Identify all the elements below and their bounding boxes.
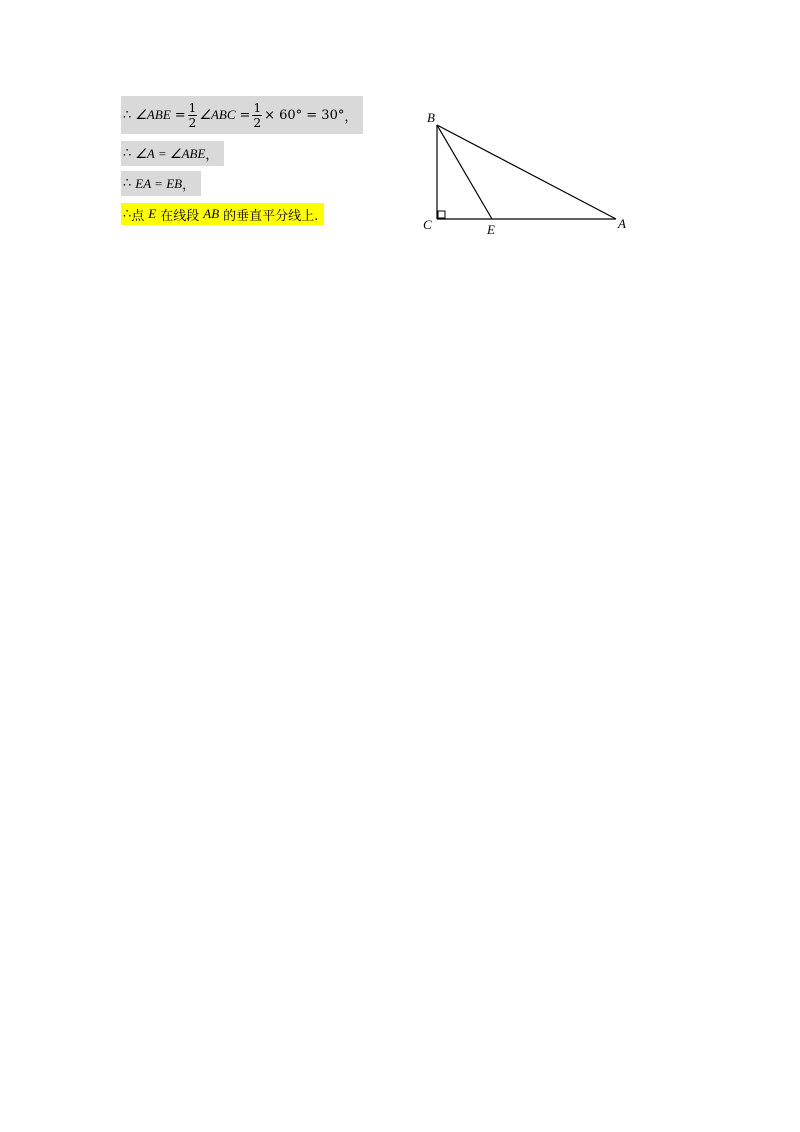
segment-equality-expression: EA = EB — [135, 175, 183, 191]
multiplication-expression: × 60° = 30° — [264, 107, 345, 123]
right-angle-mark — [438, 211, 445, 218]
therefore-symbol: ∴ — [123, 176, 132, 191]
conclusion-text-bisector: 的垂直平分线上. — [223, 208, 319, 224]
fraction-denominator: 2 — [253, 115, 262, 130]
punctuation: ， — [344, 109, 358, 125]
equals-sign: = — [174, 107, 186, 123]
label-c: C — [423, 217, 432, 232]
equals-sign: = — [239, 107, 251, 123]
label-b: B — [427, 110, 435, 125]
conclusion-text-point: 点 — [131, 208, 145, 224]
fraction-numerator: 1 — [253, 100, 262, 115]
label-a: A — [618, 216, 626, 231]
fraction-numerator: 1 — [188, 100, 197, 115]
label-e: E — [487, 222, 495, 237]
angle-abe-text: ∠ABE — [135, 107, 171, 122]
fraction-denominator: 2 — [188, 115, 197, 130]
segment-ab-label: AB — [203, 206, 220, 221]
therefore-symbol: ∴ — [123, 107, 132, 123]
punctuation: ， — [205, 148, 219, 163]
therefore-symbol: ∴ — [123, 146, 132, 161]
therefore-symbol: ∴ — [123, 206, 132, 222]
conclusion-text-on-segment: 在线段 — [160, 208, 200, 224]
angle-abc-text: ∠ABC — [199, 107, 236, 122]
point-e-label: E — [148, 206, 157, 221]
punctuation: ， — [182, 178, 196, 193]
angle-equality-expression: ∠A = ∠ABE — [135, 145, 206, 161]
